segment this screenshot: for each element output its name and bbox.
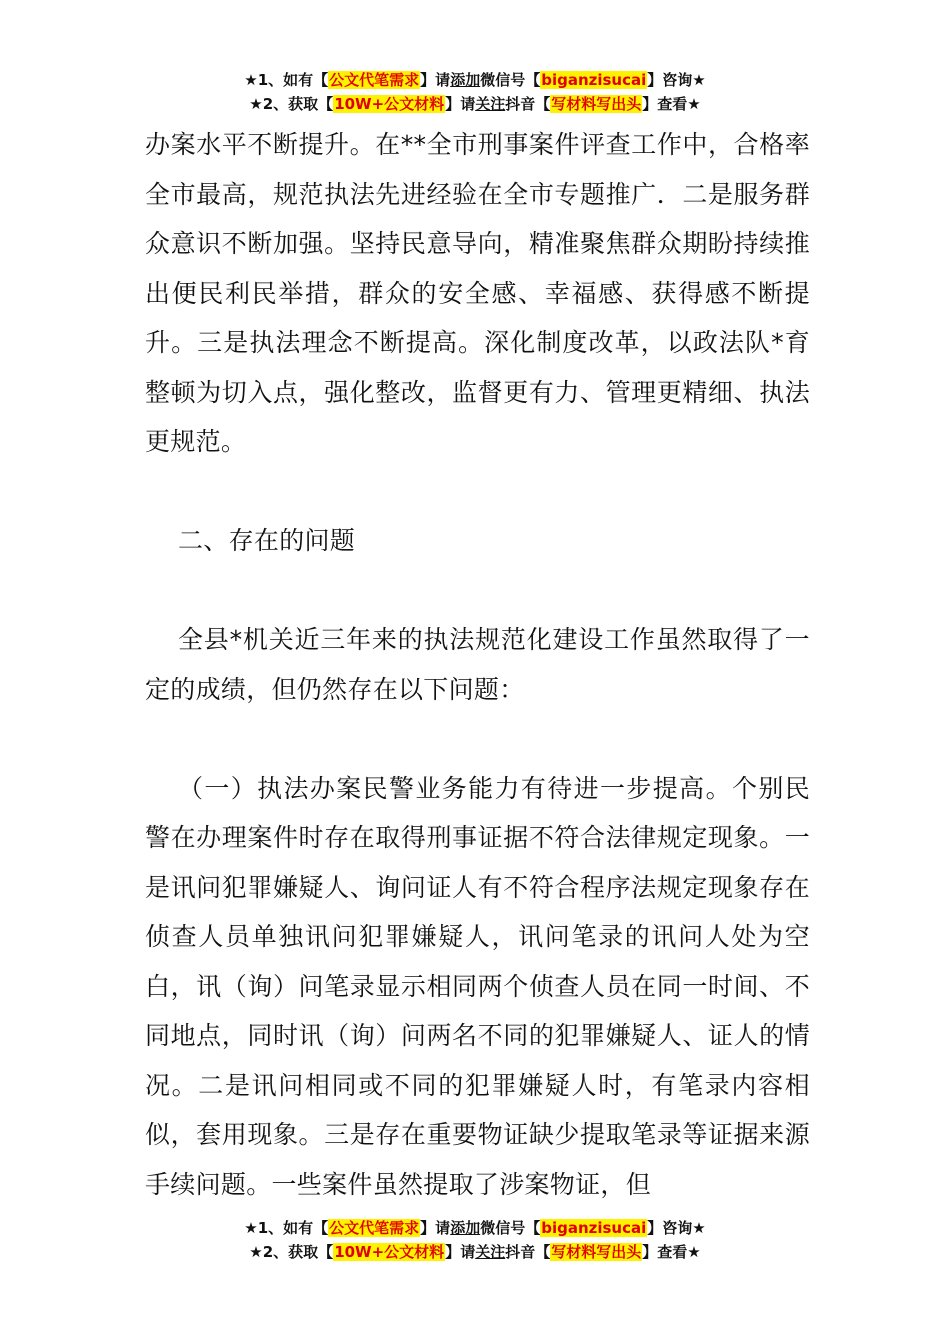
document-body xyxy=(145,120,810,1209)
banner-line-1 xyxy=(0,1216,950,1240)
banner-underlined-text: 添加 xyxy=(450,1219,481,1237)
banner-text: 微信号【 xyxy=(480,1219,541,1237)
banner-highlight: 公文代笔需求 xyxy=(329,1219,420,1237)
paragraph-issue-1: （一）执法办案民警业务能力有待进一步提高。个别民警在办理案件时存在取得刑事证据不符合法律规定现象。一是讯问犯罪嫌疑人、询问证人有不符合程序法规定现象存在侦查人员单独讯问犯罪嫌疑人，讯问笔录的讯问人处为空白，讯（询）问笔录显示相同两个侦查人员在同一时间、不同地点，同时讯（询）问两名不同的犯罪嫌疑人、证人的情况。二是讯问相同或不同的犯罪嫌疑人时，有笔录内容相似，套用现象。三是存在重要物证缺少提取笔录等证据来源手续问题。一些案件虽然提取了涉案物证，但 xyxy=(145,773,810,1199)
banner-highlight: 10W+公文材料 xyxy=(334,1243,445,1261)
banner-underlined-text: 添加 xyxy=(450,71,481,89)
banner-line-1 xyxy=(0,68,950,92)
banner-text: 抖音【 xyxy=(505,95,551,113)
banner-text: ★1、如有【 xyxy=(244,71,329,89)
banner-text: 】查看★ xyxy=(642,1243,701,1261)
paragraph-intro: 全县*机关近三年来的执法规范化建设工作虽然取得了一定的成绩，但仍然存在以下问题： xyxy=(145,625,810,704)
banner-text: ★1、如有【 xyxy=(244,1219,329,1237)
banner-text: ★2、获取【 xyxy=(249,1243,334,1261)
footer-banner xyxy=(0,1216,950,1264)
banner-line-2 xyxy=(0,1240,950,1264)
banner-text: 】请 xyxy=(445,95,476,113)
banner-text: 】咨询★ xyxy=(647,71,706,89)
banner-text: 】咨询★ xyxy=(647,1219,706,1237)
header-banner xyxy=(0,68,950,116)
banner-highlight: biganzisucai xyxy=(541,71,647,89)
banner-text: 】请 xyxy=(420,71,451,89)
banner-highlight: 写材料写出头 xyxy=(551,95,642,113)
paragraph-continuation: 办案水平不断提升。在**全市刑事案件评查工作中，合格率全市最高，规范执法先进经验在全市专题推广．二是服务群众意识不断加强。坚持民意导向，精准聚焦群众期盼持续推出便民利民举措，群众的安全感、幸福感、获得感不断提升。三是执法理念不断提高。深化制度改革，以政法队*育整顿为切入点，强化整改，监督更有力、管理更精细、执法更规范。 xyxy=(145,130,810,456)
banner-text: 】查看★ xyxy=(642,95,701,113)
banner-text: 】请 xyxy=(445,1243,476,1261)
banner-highlight: 10W+公文材料 xyxy=(334,95,445,113)
banner-text: 微信号【 xyxy=(480,71,541,89)
banner-text: 抖音【 xyxy=(505,1243,551,1261)
banner-highlight: biganzisucai xyxy=(541,1219,647,1237)
banner-text: 】请 xyxy=(420,1219,451,1237)
section-heading: 二、存在的问题 xyxy=(178,526,356,555)
banner-line-2 xyxy=(0,92,950,116)
banner-highlight: 写材料写出头 xyxy=(551,1243,642,1261)
banner-underlined-text: 关注 xyxy=(475,95,506,113)
banner-text: ★2、获取【 xyxy=(249,95,334,113)
banner-highlight: 公文代笔需求 xyxy=(329,71,420,89)
banner-underlined-text: 关注 xyxy=(475,1243,506,1261)
